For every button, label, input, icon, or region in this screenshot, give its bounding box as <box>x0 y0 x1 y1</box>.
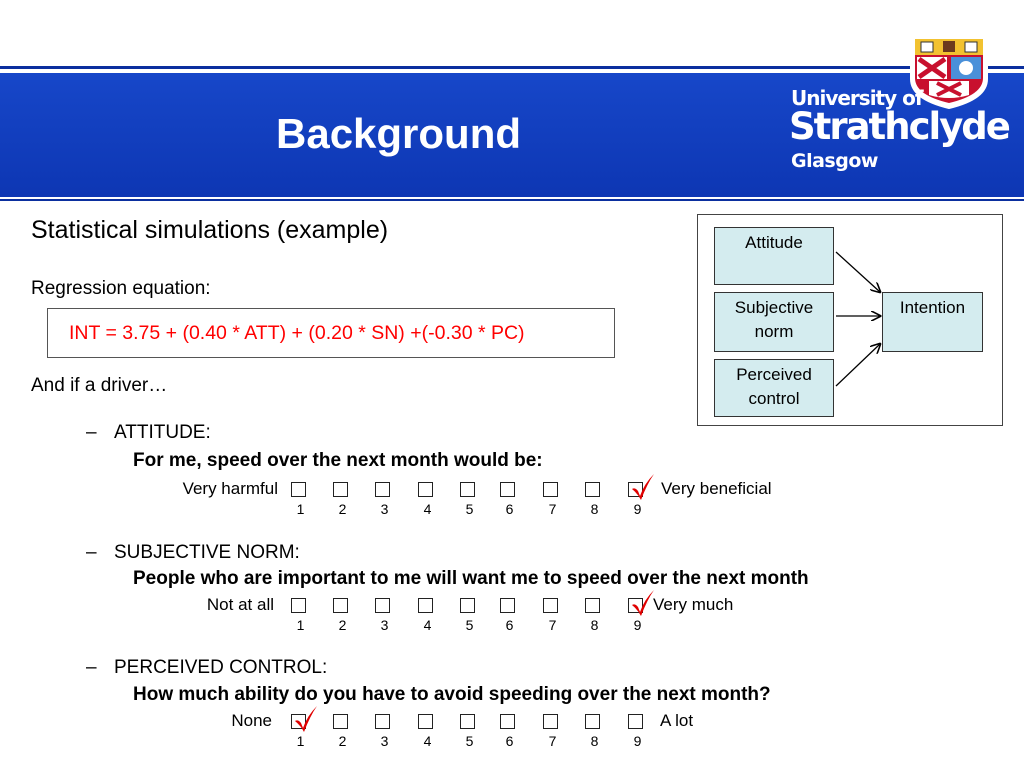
scale-number: 8 <box>590 617 599 633</box>
scale-number: 3 <box>380 617 389 633</box>
scale-checkbox[interactable] <box>375 482 390 497</box>
scale-number: 4 <box>423 733 432 749</box>
scale-checkbox[interactable] <box>460 598 475 613</box>
diagram-node-subjective-norm: Subjective norm <box>714 292 834 352</box>
scale-number: 9 <box>633 501 642 517</box>
scale-right-anchor: A lot <box>660 711 694 730</box>
scale-number: 4 <box>423 617 432 633</box>
scale-number: 1 <box>296 617 305 633</box>
logo-text-line1: University of <box>791 86 923 110</box>
regression-label: Regression equation: <box>31 278 211 299</box>
logo-text-line3: Glasgow <box>791 150 878 172</box>
scale-number: 6 <box>505 733 514 749</box>
scale-checkbox[interactable] <box>628 714 643 729</box>
scale-checkbox[interactable] <box>585 714 600 729</box>
rating-scale-perceived-control <box>0 711 1024 753</box>
driver-intro: And if a driver… <box>31 375 168 396</box>
regression-equation: INT = 3.75 + (0.40 * ATT) + (0.20 * SN) +(-0.30 * PC) <box>69 322 525 344</box>
slide-title: Background <box>276 110 522 157</box>
scale-number: 9 <box>633 733 642 749</box>
red-checkmark-icon <box>630 588 656 618</box>
scale-checkbox[interactable] <box>500 714 515 729</box>
scale-checkbox[interactable] <box>543 714 558 729</box>
scale-right-anchor: Very much <box>653 595 734 614</box>
logo-text-line2: Strathclyde <box>789 105 1009 148</box>
scale-number: 6 <box>505 501 514 517</box>
diagram-node-attitude: Attitude <box>714 227 834 285</box>
scale-checkbox[interactable] <box>375 714 390 729</box>
scale-number: 8 <box>590 733 599 749</box>
scale-checkbox[interactable] <box>500 598 515 613</box>
scale-number: 2 <box>338 501 347 517</box>
scale-checkbox[interactable] <box>375 598 390 613</box>
section-subtitle: Statistical simulations (example) <box>31 216 389 244</box>
scale-right-anchor: Very beneficial <box>661 479 772 498</box>
section-heading-attitude: ATTITUDE: <box>114 422 211 443</box>
scale-number: 6 <box>505 617 514 633</box>
section-heading-subjective-norm: SUBJECTIVE NORM: <box>114 542 300 563</box>
scale-number: 8 <box>590 501 599 517</box>
scale-checkbox[interactable] <box>585 482 600 497</box>
scale-left-anchor: Very harmful <box>182 479 278 498</box>
scale-checkbox[interactable] <box>333 714 348 729</box>
bullet-dash: – <box>86 657 97 678</box>
scale-number: 9 <box>633 617 642 633</box>
scale-checkbox[interactable] <box>585 598 600 613</box>
header-bottom-rule <box>0 199 1024 201</box>
scale-number: 1 <box>296 501 305 517</box>
scale-number: 7 <box>548 501 557 517</box>
question-perceived-control: How much ability do you have to avoid speeding over the next month? <box>133 684 771 705</box>
equation-box <box>47 308 615 358</box>
scale-checkbox[interactable] <box>460 482 475 497</box>
scale-checkbox[interactable] <box>418 482 433 497</box>
scale-checkbox[interactable] <box>333 598 348 613</box>
scale-checkbox[interactable] <box>500 482 515 497</box>
scale-number: 7 <box>548 733 557 749</box>
scale-left-anchor: Not at all <box>206 595 274 614</box>
scale-number: 2 <box>338 733 347 749</box>
scale-checkbox[interactable] <box>543 598 558 613</box>
scale-number: 5 <box>465 617 474 633</box>
diagram-node-perceived-control: Perceived control <box>714 359 834 417</box>
scale-number: 5 <box>465 501 474 517</box>
scale-checkbox[interactable] <box>291 482 306 497</box>
scale-number: 5 <box>465 733 474 749</box>
question-attitude: For me, speed over the next month would be: <box>133 450 543 471</box>
scale-number: 3 <box>380 733 389 749</box>
red-checkmark-icon <box>630 472 656 502</box>
scale-checkbox[interactable] <box>543 482 558 497</box>
question-subjective-norm: People who are important to me will want me to speed over the next month <box>133 568 809 589</box>
scale-number: 7 <box>548 617 557 633</box>
bullet-dash: – <box>86 542 97 563</box>
scale-checkbox[interactable] <box>333 482 348 497</box>
scale-number: 4 <box>423 501 432 517</box>
scale-left-anchor: None <box>231 711 272 730</box>
scale-checkbox[interactable] <box>291 598 306 613</box>
rating-scale-attitude <box>0 479 1024 521</box>
scale-checkbox[interactable] <box>418 598 433 613</box>
diagram-node-intention: Intention <box>882 292 983 352</box>
bullet-dash: – <box>86 422 97 443</box>
red-checkmark-icon <box>293 704 319 734</box>
scale-number: 1 <box>296 733 305 749</box>
rating-scale-subjective-norm <box>0 595 1024 637</box>
section-heading-perceived-control: PERCEIVED CONTROL: <box>114 657 328 678</box>
scale-number: 2 <box>338 617 347 633</box>
header-top-rule <box>0 66 1024 69</box>
scale-checkbox[interactable] <box>460 714 475 729</box>
scale-checkbox[interactable] <box>418 714 433 729</box>
scale-number: 3 <box>380 501 389 517</box>
